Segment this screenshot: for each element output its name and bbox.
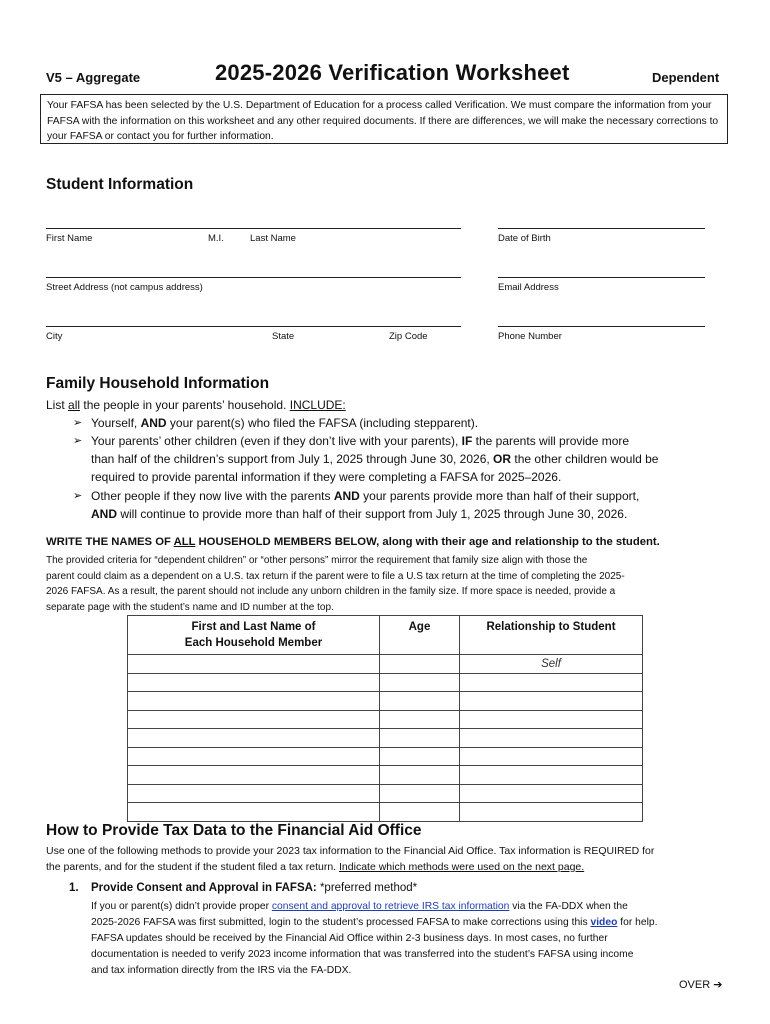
first-name-label: First Name [46, 233, 93, 244]
right-arrow-icon: ➔ [713, 979, 723, 991]
state-label: State [272, 331, 295, 342]
household-list-intro [46, 396, 346, 414]
consent-approval-link[interactable]: consent and approval to retrieve IRS tax information [271, 901, 510, 912]
household-heading: Family Household Information [46, 375, 270, 392]
over-indicator [679, 978, 722, 991]
zip-label: Zip Code [389, 331, 428, 342]
table-row [128, 673, 643, 692]
desc-l1-post: via the FA-DDX when the [509, 901, 628, 912]
dob-line[interactable] [498, 228, 705, 229]
desc-line-5: and tax information directly from the IRS via the FA-DDX. [91, 965, 352, 976]
list-prefix: List [46, 398, 69, 412]
name-line[interactable] [46, 228, 461, 229]
relationship-column-header: Relationship to Student [460, 616, 643, 655]
criteria-line-1: The provided criteria for “dependent children” or “other persons” mirror the requirement that family size align with those the [46, 555, 588, 566]
household-members-table [127, 615, 643, 822]
relationship-cell-self: Self [460, 655, 643, 674]
name-cell[interactable] [128, 673, 380, 692]
criteria-line-2: parent could claim as a dependent on a U.S. tax return if the parent were to file a U.S tax return at the time of completing the 2025- [46, 570, 625, 582]
next-page-note: Indicate which methods were used on the next page. [339, 861, 585, 873]
name-cell[interactable] [128, 710, 380, 729]
desc-line-2 [91, 915, 736, 931]
b1-pre: Yourself, [91, 416, 141, 430]
tax-intro-l2-pre: the parents, and for the student if the student filed a tax return. [46, 861, 340, 873]
desc-line-3: FAFSA updates should be received by the Financial Aid Office within 2-3 business days. In most cases, no further [91, 933, 608, 944]
age-cell[interactable] [380, 692, 460, 711]
b2-line1 [91, 432, 731, 450]
method-1-number: 1. [69, 882, 79, 894]
name-cell[interactable] [128, 803, 380, 822]
tax-intro-line-1: Use one of the following methods to provide your 2023 tax information to the Financial Aid Office. Tax information is REQUIRED for [46, 845, 655, 857]
relationship-cell[interactable] [460, 729, 643, 748]
desc-line-4: documentation is needed to verify 2023 income information that was transferred into the student’s FAFSA using income [91, 949, 634, 960]
b3-line2 [91, 505, 731, 523]
table-row [128, 655, 643, 674]
method-1-title-text: Provide Consent and Approval in FAFSA: [91, 882, 317, 894]
age-cell[interactable] [380, 729, 460, 748]
list-mid: the people in your parents’ household. [80, 398, 290, 412]
version-label: V5 – Aggregate [46, 70, 141, 85]
last-name-label: Last Name [250, 233, 296, 244]
b2-line3: required to provide parental information if they were completing a FAFSA for 2025–2026. [91, 470, 562, 484]
bullet-1 [73, 414, 479, 432]
b2-if: IF [461, 434, 473, 448]
table-row [128, 729, 643, 748]
age-cell[interactable] [380, 803, 460, 822]
list-all: all [68, 398, 81, 412]
name-header-line-2: Each Household Member [184, 637, 323, 649]
arrow-bullet-icon: ➢ [73, 417, 83, 429]
relationship-cell[interactable] [460, 784, 643, 803]
phone-line[interactable] [498, 326, 705, 327]
dob-label: Date of Birth [498, 233, 551, 244]
age-cell[interactable] [380, 655, 460, 674]
write-all: ALL [173, 536, 196, 548]
b3-l2-post: will continue to provide more than half of their support from July 1, 2025 through June 30, 2026. [117, 507, 628, 521]
over-label: OVER [679, 979, 711, 991]
b2-l1-post: the parents will provide more [472, 434, 630, 448]
table-row [128, 766, 643, 785]
name-cell[interactable] [128, 784, 380, 803]
name-header-line-1: First and Last Name of [191, 621, 316, 633]
b2-line2 [91, 450, 731, 468]
bullet-3 [73, 487, 731, 523]
age-cell[interactable] [380, 784, 460, 803]
age-cell[interactable] [380, 747, 460, 766]
arrow-bullet-icon: ➢ [73, 490, 83, 502]
method-1-description [91, 899, 736, 979]
video-link[interactable]: video [590, 917, 618, 928]
table-header-row [128, 616, 643, 655]
city-label: City [46, 331, 63, 342]
relationship-cell[interactable] [460, 766, 643, 785]
email-line[interactable] [498, 277, 705, 278]
b2-or: OR [493, 452, 512, 466]
b2-l2-post: the other children would be [511, 452, 659, 466]
method-1-title [91, 882, 417, 894]
age-cell[interactable] [380, 766, 460, 785]
b3-line1 [91, 487, 731, 505]
write-pre: WRITE THE NAMES OF [46, 536, 174, 548]
write-post: HOUSEHOLD MEMBERS BELOW, along with their age and relationship to the student. [195, 536, 660, 548]
tax-intro [46, 843, 736, 875]
relationship-cell[interactable] [460, 673, 643, 692]
name-cell[interactable] [128, 692, 380, 711]
email-label: Email Address [498, 282, 559, 293]
criteria-line-4: separate page with the student’s name and ID number at the top. [46, 601, 334, 613]
age-column-header: Age [380, 616, 460, 655]
b2-l1-pre: Your parents’ other children (even if they don’t live with your parents), [91, 434, 462, 448]
table-row [128, 710, 643, 729]
relationship-cell[interactable] [460, 747, 643, 766]
desc-line-1 [91, 899, 736, 915]
b3-l2-and: AND [91, 507, 117, 521]
b1-and: AND [140, 416, 167, 430]
bullet-2 [73, 432, 731, 486]
table-row [128, 692, 643, 711]
name-cell[interactable] [128, 729, 380, 748]
table-row [128, 784, 643, 803]
preferred-method-note: *preferred method* [316, 882, 418, 894]
b3-l1-post: your parents provide more than half of their support, [359, 489, 640, 503]
criteria-line-3: 2026 FAFSA. As a result, the parent should not include any unborn children in the family size. If more space is needed, provide a [46, 586, 616, 597]
name-cell[interactable] [128, 747, 380, 766]
b2-l2-pre: than half of the children’s support from July 1, 2025 through June 30, 2026, [91, 452, 494, 466]
tax-data-heading: How to Provide Tax Data to the Financial Aid Office [46, 822, 422, 839]
relationship-cell[interactable] [460, 710, 643, 729]
name-cell[interactable] [128, 766, 380, 785]
relationship-cell[interactable] [460, 803, 643, 822]
age-cell[interactable] [380, 710, 460, 729]
arrow-bullet-icon: ➢ [73, 435, 83, 447]
include-label: INCLUDE: [289, 398, 346, 412]
b3-l1-pre: Other people if they now live with the parents [91, 489, 334, 503]
mi-label: M.I. [208, 233, 224, 244]
write-names-instruction [46, 536, 660, 548]
desc-l2-pre: 2025-2026 FAFSA was first submitted, login to the student’s processed FAFSA to make corrections using this [91, 917, 591, 928]
name-column-header [128, 616, 380, 655]
intro-text: Your FAFSA has been selected by the U.S. Department of Education for a process called Verification. We must compare the information from your FAFSA with the information on this worksheet and any other required documents. If there are differences, we will make the necessary corrections to your FAFSA or contact you for further information. [47, 100, 719, 142]
b3-and: AND [333, 489, 360, 503]
city-line[interactable] [46, 326, 461, 327]
student-info-heading: Student Information [46, 176, 194, 193]
tax-intro-line-2 [46, 859, 736, 875]
criteria-text [46, 553, 736, 615]
street-label: Street Address (not campus address) [46, 282, 203, 293]
desc-l2-post: for help. [617, 917, 658, 928]
desc-l1-pre: If you or parent(s) didn’t provide proper [91, 901, 272, 912]
table-row [128, 803, 643, 822]
street-line[interactable] [46, 277, 461, 278]
dependency-status: Dependent [652, 70, 720, 85]
phone-label: Phone Number [498, 331, 562, 342]
intro-box [40, 94, 728, 144]
age-cell[interactable] [380, 673, 460, 692]
page-title: 2025-2026 Verification Worksheet [215, 60, 570, 85]
relationship-cell[interactable] [460, 692, 643, 711]
table-row [128, 747, 643, 766]
b1-post: your parent(s) who filed the FAFSA (including stepparent). [166, 416, 479, 430]
name-cell[interactable] [128, 655, 380, 674]
